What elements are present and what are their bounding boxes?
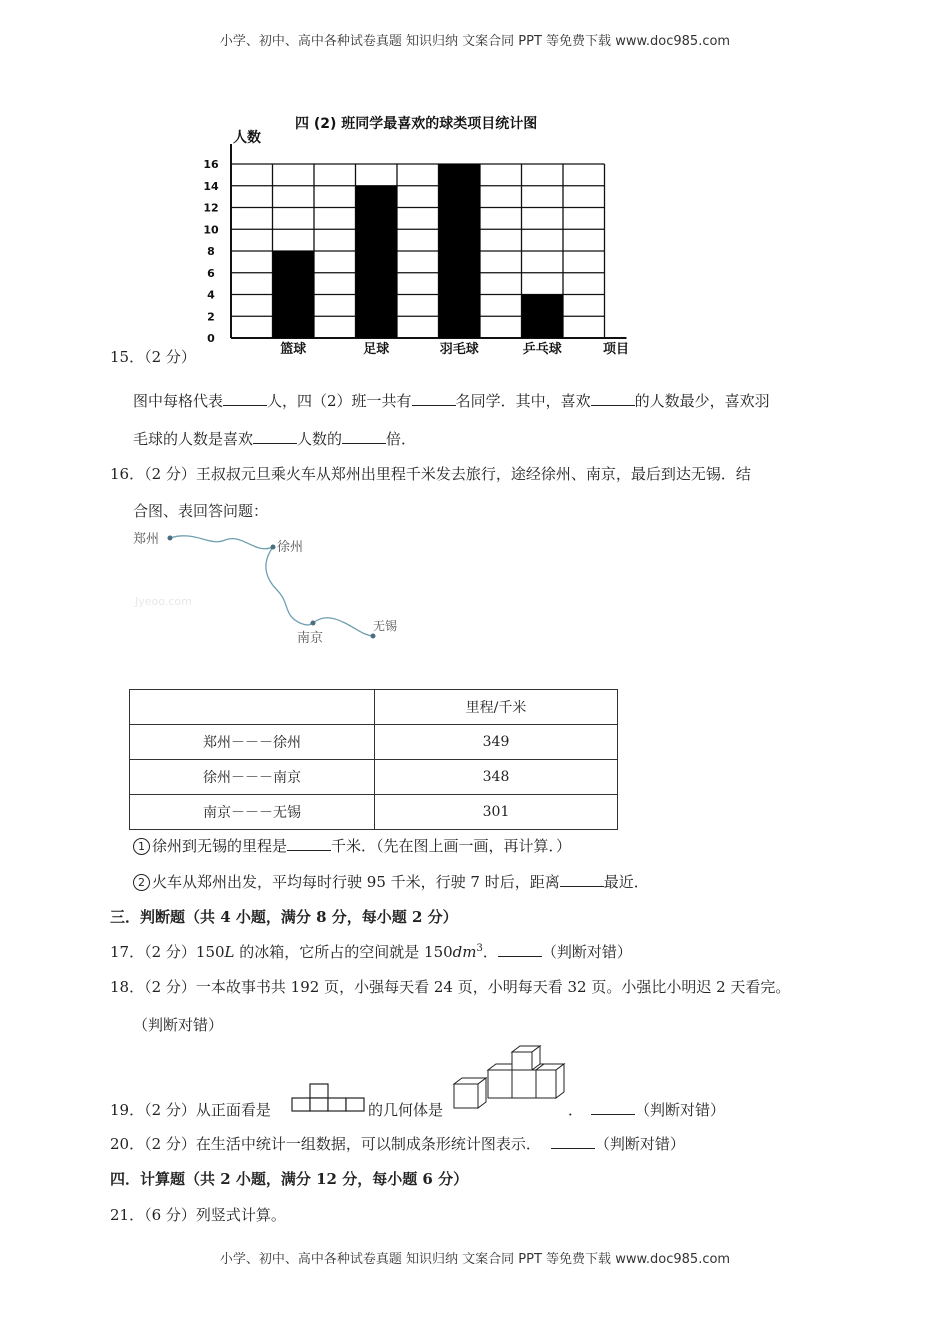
table-cell: 349 [375, 725, 618, 760]
q19-text-a: 19．（2 分）从正面看是 [110, 1101, 271, 1119]
x-tick-label: 篮球 [280, 342, 307, 357]
q15-text-2b: 人数的 [297, 430, 343, 448]
cube-face [512, 1052, 532, 1070]
table-cell: 郑州－－－徐州 [130, 725, 375, 760]
route-map [125, 525, 425, 655]
bar-篮球 [273, 251, 315, 338]
y-tick-label: 4 [207, 288, 215, 302]
chart-title: 四 (2) 班同学最喜欢的球类项目统计图 [295, 116, 538, 132]
q17-superscript: 3 [476, 943, 483, 954]
q15-line2 [133, 428, 416, 449]
front-view-top-square [310, 1084, 328, 1098]
wuxi-dot [371, 634, 376, 639]
table-header-cell [130, 690, 375, 725]
q16-sub1-text-a: 徐州到无锡的里程是 [152, 837, 288, 855]
cube-face [488, 1070, 512, 1098]
section-4-title: 四．计算题（共 2 小题，满分 12 分，每小题 6 分） [110, 1170, 469, 1188]
q17-line [110, 941, 632, 962]
map-label-nanjing: 南京 [297, 631, 324, 646]
q16-blank-2[interactable] [560, 872, 604, 887]
q17-text-a: 17．（2 分）150 [110, 943, 225, 961]
q17-text-c: ． [482, 943, 498, 961]
cube-face [556, 1064, 564, 1098]
q17-blank[interactable] [498, 942, 542, 957]
q15-text-2a: 毛球的人数是喜欢 [133, 430, 254, 448]
front-view-square [328, 1098, 346, 1111]
q15-text-1b: 人，四（2）班一共有 [267, 392, 412, 410]
table-row [130, 795, 618, 830]
q15-text-1a: 图中每格代表 [133, 392, 224, 410]
q16-sub1-text-b: 千米．（先在图上画一画，再计算．） [331, 837, 572, 855]
q15-text-1c: 名同学．其中，喜欢 [455, 392, 591, 410]
solid-cube-figure [452, 1044, 568, 1112]
q18-line1: 18．（2 分）一本故事书共 192 页，小强每天看 24 页，小明每天看 32 页。小强比小明迟 2 天看完。 [110, 978, 791, 996]
q19-text-b: 的几何体是 [368, 1101, 444, 1119]
q19-text-d: （判断对错） [635, 1101, 726, 1119]
q16-line1: 16．（2 分）王叔叔元旦乘火车从郑州出里程千米发去旅行，途经徐州、南京，最后到达无锡．结 [110, 465, 751, 483]
q21-line: 21．（6 分）列竖式计算。 [110, 1206, 286, 1224]
cube-face [536, 1070, 556, 1098]
table-cell: 301 [375, 795, 618, 830]
zhengzhou-dot [168, 536, 173, 541]
q16-blank-1[interactable] [287, 836, 331, 851]
y-tick-label: 10 [203, 223, 219, 237]
bar-足球 [356, 186, 398, 338]
front-view-square [310, 1098, 328, 1111]
q16-sub2-text-b: 最近． [603, 873, 649, 891]
y-tick-label: 0 [207, 332, 215, 345]
y-tick-label: 2 [207, 310, 215, 324]
q17-text-d: （判断对错） [541, 943, 632, 961]
q15-text-1d: 的人数最少，喜欢羽 [634, 392, 770, 410]
q20-text-a: 20．（2 分）在生活中统计一组数据，可以制成条形统计图表示． [110, 1135, 541, 1153]
table-cell: 徐州－－－南京 [130, 760, 375, 795]
table-header-row [130, 690, 618, 725]
q16-sub1 [133, 835, 571, 856]
page-header: 小学、初中、高中各种试卷真题 知识归纳 文案合同 PPT 等免费下载 www.doc985.com [219, 34, 731, 49]
cube-face [454, 1084, 478, 1108]
x-tick-label: 羽毛球 [439, 342, 479, 357]
q20-text-b: （判断对错） [594, 1135, 685, 1153]
q15-blank-2[interactable] [412, 391, 456, 406]
map-label-zhengzhou: 郑州 [133, 532, 160, 547]
q15-blank-3[interactable] [591, 391, 635, 406]
front-view-square [346, 1098, 364, 1111]
table-cell: 南京－－－无锡 [130, 795, 375, 830]
q20-blank[interactable] [551, 1134, 595, 1149]
page-footer: 小学、初中、高中各种试卷真题 知识归纳 文案合同 PPT 等免费下载 www.doc985.com [219, 1252, 731, 1267]
q15-text-2c: 倍． [386, 430, 417, 448]
q18-line2: （判断对错） [133, 1016, 224, 1034]
table-row [130, 760, 618, 795]
q17-unit-l: L [224, 943, 235, 961]
chart-xlabel: 项目 [603, 342, 630, 357]
y-tick-label: 14 [203, 179, 219, 193]
y-tick-label: 8 [207, 245, 215, 258]
x-tick-label: 乒乓球 [522, 342, 562, 357]
map-label-wuxi: 无锡 [373, 619, 398, 633]
route-xuzhou-nanjing [266, 547, 313, 625]
xuzhou-dot [271, 545, 276, 550]
q15-line1 [133, 390, 770, 411]
x-tick-label: 足球 [363, 342, 390, 357]
q15-number: 15．（2 分） [110, 348, 196, 366]
cube-face [478, 1078, 486, 1108]
q16-sub2-text-a: 火车从郑州出发，平均每时行驶 95 千米，行驶 7 时后，距离 [152, 873, 560, 891]
q16-line2: 合图、表回答问题： [133, 502, 269, 520]
y-tick-label: 12 [203, 201, 219, 215]
y-tick-label: 6 [207, 266, 215, 280]
q19-blank[interactable] [591, 1100, 635, 1115]
map-watermark: Jyeoo.com [135, 595, 192, 608]
q17-text-b: 的冰箱，它所占的空间就是 150 [234, 943, 453, 961]
q19-text-c: ． [568, 1101, 584, 1119]
q15-blank-4[interactable] [253, 429, 297, 444]
circle-number-1: 1 [133, 838, 150, 855]
cube-base [486, 1098, 556, 1108]
map-label-xuzhou: 徐州 [277, 540, 304, 555]
q16-sub2 [133, 871, 649, 892]
bar-乒乓球 [522, 295, 564, 339]
table-cell: 348 [375, 760, 618, 795]
section-3-title: 三．判断题（共 4 小题，满分 8 分，每小题 2 分） [110, 908, 458, 926]
q17-unit-dm: dm [452, 943, 477, 961]
distance-table [129, 689, 618, 830]
route-zhengzhou-xuzhou [170, 536, 273, 549]
y-tick-label: 16 [203, 158, 219, 171]
front-view-square [292, 1098, 310, 1111]
front-view-figure [290, 1082, 366, 1112]
table-header-cell: 里程/千米 [375, 690, 618, 725]
q20-line [110, 1133, 685, 1154]
bar-chart [195, 100, 655, 365]
q15-blank-1[interactable] [223, 391, 267, 406]
cube-face [512, 1070, 536, 1098]
nanjing-dot [311, 621, 316, 626]
circle-number-2: 2 [133, 874, 150, 891]
table-row [130, 725, 618, 760]
bar-羽毛球 [439, 164, 481, 338]
q19-line-end [568, 1099, 725, 1120]
q15-blank-5[interactable] [342, 429, 386, 444]
chart-ylabel: 人数 [233, 130, 261, 146]
